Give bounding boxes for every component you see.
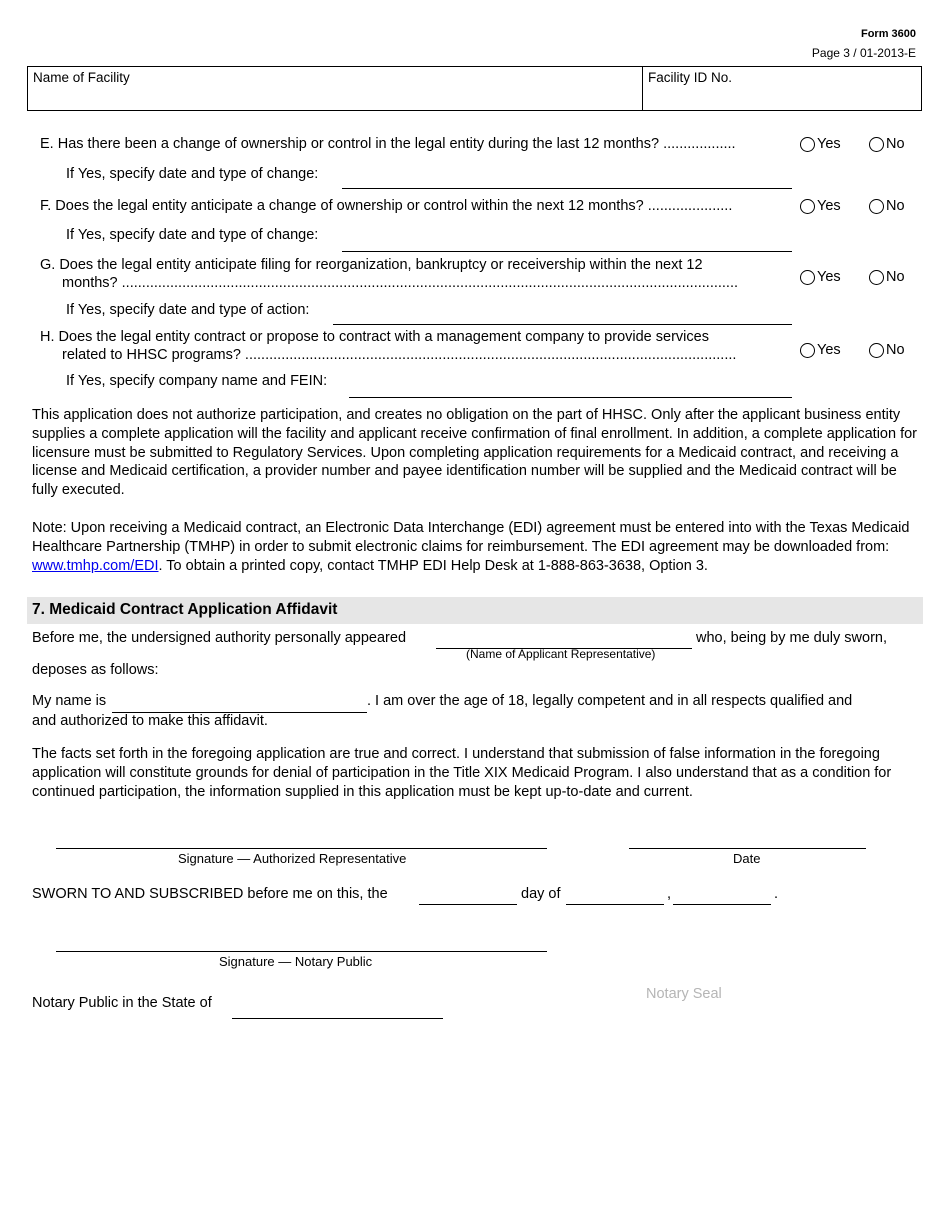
form-number: Form 3600 bbox=[860, 28, 916, 40]
edi-note-paragraph bbox=[32, 519, 920, 575]
radio-circle-icon bbox=[800, 137, 815, 152]
question-g-input-line[interactable] bbox=[333, 324, 792, 325]
no-label: No bbox=[886, 342, 905, 358]
yes-label: Yes bbox=[817, 198, 841, 214]
day-of-text: day of bbox=[521, 886, 561, 902]
yes-label: Yes bbox=[817, 342, 841, 358]
question-e-sub-label: If Yes, specify date and type of change: bbox=[66, 166, 319, 182]
question-g-sub-label: If Yes, specify date and type of action: bbox=[66, 302, 310, 318]
sworn-month-line[interactable] bbox=[566, 904, 664, 905]
section-7-title: 7. Medicaid Contract Application Affidavit bbox=[32, 601, 338, 618]
signature-notary-label: Signature — Notary Public bbox=[219, 954, 373, 969]
deposes-text: deposes as follows: bbox=[32, 662, 159, 678]
question-g-yes-radio[interactable] bbox=[800, 269, 841, 285]
question-h-sub-label: If Yes, specify company name and FEIN: bbox=[66, 373, 328, 389]
radio-circle-icon bbox=[869, 343, 884, 358]
radio-circle-icon bbox=[800, 270, 815, 285]
no-label: No bbox=[886, 269, 905, 285]
who-sworn-text: who, being by me duly sworn, bbox=[696, 630, 888, 646]
signature-rep-label: Signature — Authorized Representative bbox=[178, 851, 407, 866]
no-label: No bbox=[886, 136, 905, 152]
radio-circle-icon bbox=[869, 199, 884, 214]
question-g-text: G. Does the legal entity anticipate filing for reorganization, bankruptcy or receivership within the next 12 bbox=[40, 257, 703, 273]
applicant-rep-caption: (Name of Applicant Representative) bbox=[466, 647, 656, 661]
facility-id-field[interactable] bbox=[648, 70, 732, 85]
radio-circle-icon bbox=[800, 199, 815, 214]
question-e-text: E. Has there been a change of ownership or control in the legal entity during the last 12 months? .................. bbox=[40, 136, 736, 152]
question-f-yes-radio[interactable] bbox=[800, 198, 841, 214]
question-g-text-cont: months? ......................................................................................................................................................... bbox=[62, 275, 739, 291]
authorized-text: and authorized to make this affidavit. bbox=[32, 713, 268, 729]
question-h-yes-radio[interactable] bbox=[800, 342, 841, 358]
sworn-text: SWORN TO AND SUBSCRIBED before me on this, the bbox=[32, 886, 388, 902]
facility-id-label: Facility ID No. bbox=[648, 70, 733, 85]
age-text: . I am over the age of 18, legally competent and in all respects qualified and bbox=[367, 693, 853, 709]
edi-note-text-end: . To obtain a printed copy, contact TMHP EDI Help Desk at 1-888-863-3638, Option 3. bbox=[158, 557, 708, 574]
question-h-text-cont: related to HHSC programs? .......................................................................................................................... bbox=[62, 347, 737, 363]
signature-rep-line[interactable] bbox=[56, 848, 547, 849]
question-e-no-radio[interactable] bbox=[869, 136, 905, 152]
facility-name-label: Name of Facility bbox=[33, 70, 130, 85]
question-f-input-line[interactable] bbox=[342, 251, 792, 252]
radio-circle-icon bbox=[869, 137, 884, 152]
before-me-text: Before me, the undersigned authority personally appeared bbox=[32, 630, 407, 646]
date-line[interactable] bbox=[629, 848, 866, 849]
notary-state-line[interactable] bbox=[232, 1018, 443, 1019]
question-f-sub-label: If Yes, specify date and type of change: bbox=[66, 227, 319, 243]
radio-circle-icon bbox=[869, 270, 884, 285]
sworn-period: . bbox=[774, 886, 779, 902]
notary-state-label: Notary Public in the State of bbox=[32, 995, 212, 1011]
question-h-no-radio[interactable] bbox=[869, 342, 905, 358]
sworn-comma: , bbox=[667, 886, 672, 902]
question-f-no-radio[interactable] bbox=[869, 198, 905, 214]
question-e-input-line[interactable] bbox=[342, 188, 792, 189]
question-e-yes-radio[interactable] bbox=[800, 136, 841, 152]
yes-label: Yes bbox=[817, 136, 841, 152]
question-h-text: H. Does the legal entity contract or propose to contract with a management company to provide services bbox=[40, 329, 709, 345]
facts-paragraph: The facts set forth in the foregoing application are true and correct. I understand that submission of false information in the foregoing application will constitute grounds for denial of participation in the Title XIX Medicaid Program. I also understand that as a condition for continued participation, the information supplied in this application must be kept up-to-date and current. bbox=[32, 746, 892, 800]
edi-link[interactable]: www.tmhp.com/EDI bbox=[32, 557, 159, 574]
radio-circle-icon bbox=[800, 343, 815, 358]
question-h-input-line[interactable] bbox=[349, 397, 792, 398]
edi-note-text: Note: Upon receiving a Medicaid contract, an Electronic Data Interchange (EDI) agreement must be entered into with the Texas Medicaid Healthcare Partnership (TMHP) in order to submit electronic claims for reimbursement. The EDI agreement may be downloaded from: bbox=[32, 520, 910, 555]
question-g-no-radio[interactable] bbox=[869, 269, 905, 285]
signature-notary-line[interactable] bbox=[56, 951, 547, 952]
facility-name-field[interactable] bbox=[33, 70, 130, 85]
page-info: Page 3 / 01-2013-E bbox=[811, 46, 916, 60]
facility-box bbox=[27, 66, 922, 111]
authorization-paragraph: This application does not authorize participation, and creates no obligation on the part of HHSC. Only after the applicant business entity supplies a complete application will the facility and applicant receive confirmation of final enrollment. In addition, a complete application for licensure must be submitted to Regulatory Services. Upon completing application requirements for a Medicaid contract, and receiving a license and Medicaid certification, a provider number and payee identification number will be supplied and the Medicaid contract will be fully executed. bbox=[32, 407, 917, 499]
sworn-year-line[interactable] bbox=[673, 904, 771, 905]
sworn-day-line[interactable] bbox=[419, 904, 517, 905]
yes-label: Yes bbox=[817, 269, 841, 285]
no-label: No bbox=[886, 198, 905, 214]
facility-divider bbox=[642, 67, 643, 110]
question-f-text: F. Does the legal entity anticipate a change of ownership or control within the next 12 months? ..................... bbox=[40, 198, 733, 214]
date-label: Date bbox=[733, 851, 761, 866]
my-name-is-text: My name is bbox=[32, 693, 107, 709]
notary-seal-text: Notary Seal bbox=[646, 986, 722, 1002]
